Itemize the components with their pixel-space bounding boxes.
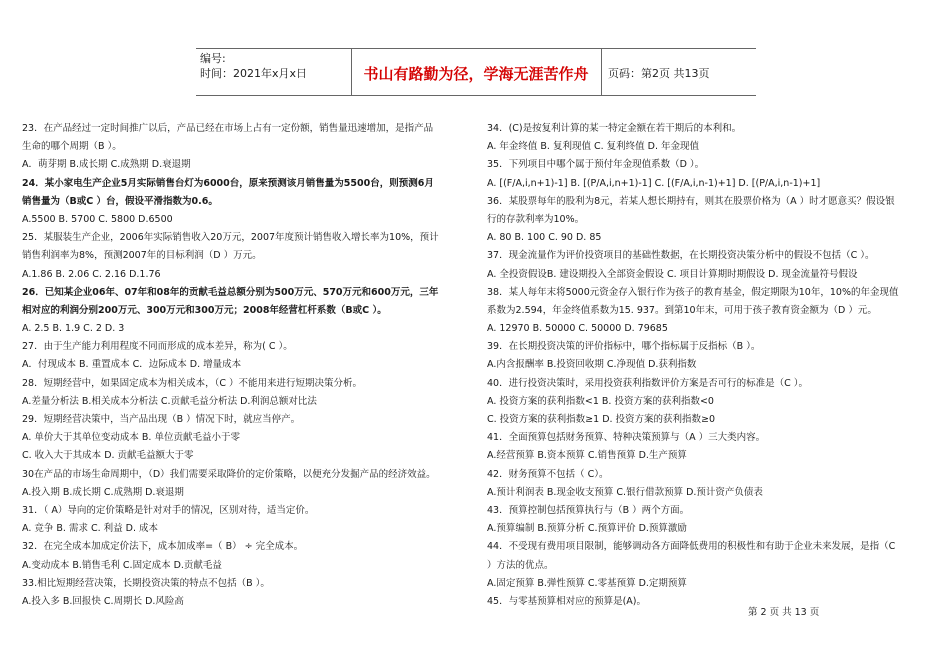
text-line: A. 12970 B. 50000 C. 50000 D. 79685: [487, 323, 668, 335]
text-line: 30在产品的市场生命周期中，（D）我们需要采取降价的定价策略，以便充分发掘产品的经济效益。: [22, 468, 436, 480]
text-line: 44．不受现有费用项目限制，能够调动各方面降低费用的积极性和有助于企业未来发展，是指（C: [487, 541, 896, 553]
text-line: 45．与零基预算相对应的预算是(A)。: [487, 595, 647, 607]
text-line: 系数为2.594，年金终值系数为15. 937。到第10年末，可用于孩子教育资金额为（D ）元。: [487, 304, 877, 316]
text-line: 23．在产品经过一定时间推广以后，产品已经在市场上占有一定份额，销售量迅速增加，是指产品: [22, 123, 434, 134]
text-line: 34．(C)是按复利计算的某一特定金额在若干期后的本利和。: [487, 123, 742, 134]
text-line: 41．全面预算包括财务预算、特种决策预算与（A ）三大类内容。: [487, 432, 766, 444]
text-line: A. 全投资假设B. 建设期投入全部资金假设 C. 项目计算期时期假设 D. 现金流量符号假设: [487, 268, 858, 280]
text-line: A. [(F/A,i,n+1)-1] B. [(P/A,i,n+1)-1] C. [(F/A,i,n-1)+1] D. [(P/A,i,n-1)+1]: [487, 177, 821, 189]
text-line: A. 2.5 B. 1.9 C. 2 D. 3: [22, 323, 125, 335]
text-line: 26．已知某企业06年、07年和08年的贡献毛益总额分别为500万元、570万元和600万元，三年: [22, 286, 439, 298]
text-line: 销售利润率为8%，预测2007年的目标利润（D ）万元。: [22, 250, 262, 262]
text-line: 31．（ A）导向的定价策略是针对对手的情况，区别对待，适当定价。: [22, 504, 315, 516]
text-line: 39．在长期投资决策的评价指标中，哪个指标属于反指标（B ）。: [487, 341, 761, 353]
header-bottom-rule: [196, 95, 756, 96]
header-motto: 书山有路勤为径，学海无涯苦作舟: [363, 65, 589, 83]
text-line: 24．某小家电生产企业5月实际销售台灯为6000台，原来预测该月销售量为5500台，则预测6月: [22, 177, 434, 189]
text-line: A.变动成本 B.销售毛利 C.固定成本 D.贡献毛益: [22, 559, 222, 571]
text-line: A．付现成本 B. 重置成本 C．边际成本 D. 增量成本: [22, 359, 242, 371]
text-line: 25．某服装生产企业，2006年实际销售收入20万元，2007年度预计销售收入增长率为10%，预计: [22, 232, 439, 244]
text-line: 38．某人每年末将5000元资金存入银行作为孩子的教育基金，假定期限为10年，10%的年金现值: [487, 286, 899, 298]
page-header: [196, 48, 756, 96]
text-line: 43．预算控制包括预算执行与（B ）两个方面。: [487, 504, 690, 516]
text-line: 35．下列项目中哪个属于预付年金现值系数（D ）。: [487, 159, 705, 171]
text-line: 29．短期经营决策中，当产品出现（B ）情况下时，就应当停产。: [22, 414, 301, 425]
left-column: [22, 120, 467, 611]
text-line: 27．由于生产能力利用程度不同而形成的成本差异，称为( C ）。: [22, 341, 293, 353]
text-line: A.内含报酬率 B.投资回收期 C.净现值 D.获利指数: [487, 359, 697, 371]
text-line: C. 收入大于其成本 D. 贡献毛益额大于零: [22, 450, 194, 462]
text-line: A.差量分析法 B.相关成本分析法 C.贡献毛益分析法 D.利润总额对比法: [22, 395, 317, 407]
text-line: 28．短期经营中，如果固定成本为相关成本，（C ）不能用来进行短期决策分析。: [22, 377, 362, 389]
text-line: 33.相比短期经营决策，长期投资决策的特点不包括（B ）。: [22, 577, 270, 589]
text-line: 行的存款利率为10%。: [487, 213, 585, 225]
text-line: A.投入多 B.回报快 C.周期长 D.风险高: [22, 595, 184, 607]
text-line: A. 年金终值 B. 复利现值 C. 复利终值 D. 年金现值: [487, 141, 700, 153]
text-line: 销售量为（B或C ）台，假设平滑指数为0.6。: [22, 195, 218, 207]
right-column: [487, 120, 927, 611]
text-line: 42．财务预算不包括（ C）。: [487, 468, 609, 480]
text-line: A.1.86 B. 2.06 C. 2.16 D.1.76: [22, 268, 161, 280]
page-footer: 第 2 页 共 13 页: [748, 607, 820, 618]
header-divider-right: [601, 48, 602, 96]
text-line: A.投入期 B.成长期 C.成熟期 D.衰退期: [22, 486, 184, 498]
header-number-label: 编号:: [200, 52, 226, 65]
text-line: A．萌芽期 B.成长期 C.成熟期 D.衰退期: [22, 159, 191, 171]
header-top-rule: [196, 48, 756, 49]
text-line: A.5500 B. 5700 C. 5800 D.6500: [22, 213, 173, 225]
text-line: 40．进行投资决策时，采用投资获利指数评价方案是否可行的标准是（C ）。: [487, 377, 808, 389]
text-line: 生命的哪个周期（B ）。: [22, 141, 122, 153]
text-line: A. 单价大于其单位变动成本 B. 单位贡献毛益小于零: [22, 432, 240, 444]
text-line: A.预算编制 B.预算分析 C.预算评价 D.预算激励: [487, 523, 687, 535]
text-line: ）方法的优点。: [487, 559, 554, 571]
header-page-label: 页码：第2页 共13页: [608, 67, 710, 80]
header-time-label: 时间：2021年x月x日: [200, 67, 308, 80]
text-line: A. 80 B. 100 C. 90 D. 85: [487, 232, 602, 244]
text-line: 37．现金流量作为评价投资项目的基础性数据，在长期投资决策分析中的假设不包括（C ）。: [487, 250, 875, 262]
text-line: 相对应的利润分别200万元、300万元和300万元；2008年经营杠杆系数（B或C ）。: [22, 304, 387, 316]
text-line: A.固定预算 B.弹性预算 C.零基预算 D.定期预算: [487, 577, 687, 589]
text-line: A. 竞争 B. 需求 C. 利益 D. 成本: [22, 523, 159, 535]
text-line: C. 投资方案的获利指数≥1 D. 投资方案的获利指数≥0: [487, 414, 716, 425]
text-line: A.预计利润表 B.现金收支预算 C.银行借款预算 D.预计资产负债表: [487, 486, 763, 498]
text-line: A.经营预算 B.资本预算 C.销售预算 D.生产预算: [487, 450, 687, 462]
text-line: 36．某股票每年的股利为8元，若某人想长期持有，则其在股票价格为（A ）时才愿意买？假设银: [487, 195, 895, 207]
text-line: A. 投资方案的获利指数<1 B. 投资方案的获利指数<0: [487, 395, 714, 407]
text-line: 32．在完全成本加成定价法下，成本加成率=（ B） ÷ 完全成本。: [22, 541, 304, 553]
